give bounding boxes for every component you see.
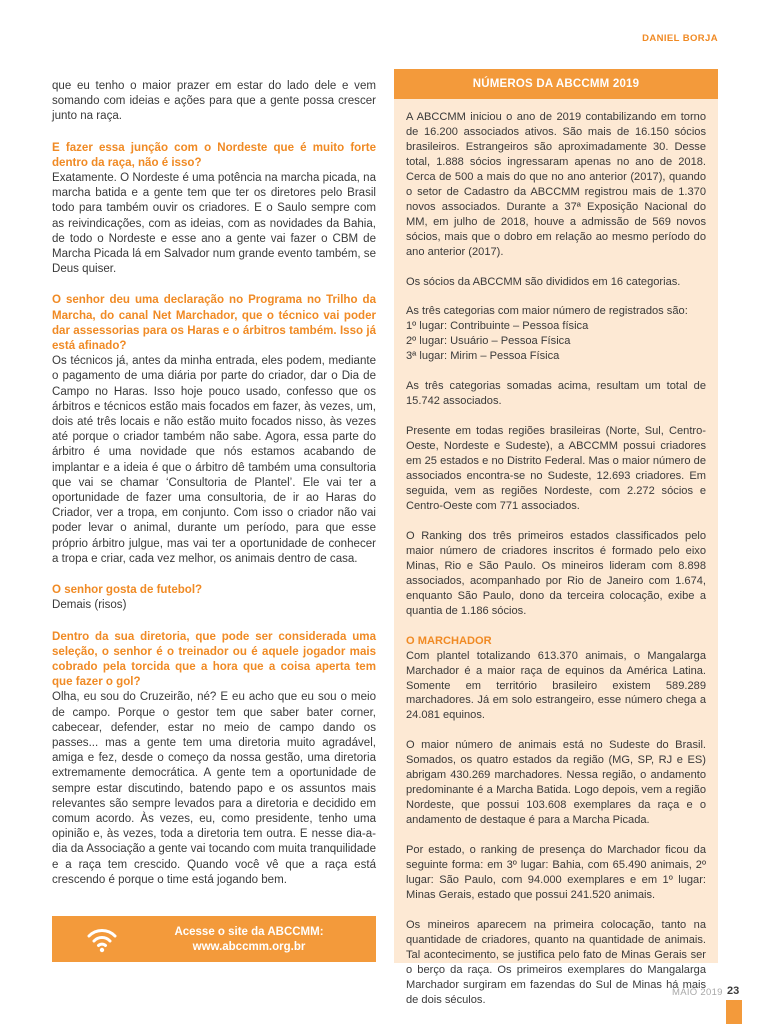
- category-item: 1º lugar: Contribuinte – Pessoa física: [406, 320, 589, 333]
- paragraph: [52, 79, 376, 125]
- question-text: O senhor deu uma declaração no Programa no Trilho da Marcha, do canal Net Marchador, que o técnico vai poder dar assessorias para os Haras e o árbitros também. Isso já está afinado?: [52, 294, 376, 353]
- sidebar-title: NÚMEROS DA ABCCMM 2019: [394, 69, 718, 99]
- qa-block: [52, 583, 376, 613]
- paragraph: Presente em todas regiões brasileiras (Norte, Sul, Centro-Oeste, Nordeste e Sudeste), a ABCCMM possui criadores em 25 estados e no Distrito Federal. Mas o maior número de associados encontra-se no Sudeste, 12.693 criadores. Em seguida, vem as regiões Nordeste, com 2.272 sócios e Centro-Oeste com 771 associados.: [406, 425, 706, 512]
- category-item: 3ª lugar: Mirim – Pessoa Física: [406, 350, 560, 363]
- category-item: 2º lugar: Usuário – Pessoa Física: [406, 335, 571, 348]
- qa-block: [406, 634, 706, 724]
- paragraph: A ABCCMM iniciou o ano de 2019 contabilizando em torno de 16.200 associados ativos. São mais de 16.150 sócios brasileiros. Estrangeiros são aproximadamente 30. Desse total, 1.888 sócios ingressaram apenas no ano de 2018. Cerca de 500 a mais do que no ano anterior (2017), quando o setor de Cadastro da ABCCMM registrou mais de 1.370 novos associados. Durante a 37ª Exposição Nacional do MM, em julho de 2018, houve a admissão de 569 novos sócios, mais que o dobro em relação ao mesmo período do ano anterior (2017).: [406, 111, 706, 258]
- paragraph: Os sócios da ABCCMM são divididos em 16 categorias.: [406, 275, 681, 288]
- page-tab-marker: [726, 1000, 742, 1024]
- website-text: [132, 925, 366, 955]
- answer-text: Olha, eu sou do Cruzeirão, né? E eu acho que eu sou o meio de campo. Porque o gestor tem que saber bater corner, cabecear, defender, estar no meio de campo dando os passes... mas a gente tem uma diretoria muito agradável, amiga e fez, desde o começo da nossa gestão, uma diretoria extremamente democrática. A gente tem a oportunidade de sempre estar discutindo, batendo papo e os assuntos mais relevantes são sempre levados para a diretoria e decidido em comum acordo. Às vezes, eu, como presidente, tenho uma opinião e, às vezes, toda a diretoria tem outra. E nesse dia-a-dia da Associação a gente vai tocando com muita tranquilidade e a raça tem crescido. Quando você vê que a raça está crescendo é porque o time está jogando bem.: [52, 691, 376, 886]
- category-intro: As três categorias com maior número de registrados são:: [406, 305, 688, 318]
- website-banner[interactable]: [52, 916, 376, 962]
- website-url[interactable]: www.abccmm.org.br: [192, 941, 306, 953]
- wifi-icon: [87, 925, 117, 953]
- section-subtitle: O MARCHADOR: [406, 634, 492, 647]
- category-list: [406, 304, 706, 364]
- paragraph: As três categorias somadas acima, resultam um total de 15.742 associados.: [406, 380, 706, 408]
- paragraph: Os mineiros aparecem na primeira colocação, tanto na quantidade de criadores, quanto na quantidade de animais. Tal acontecimento, se justifica pelo fato de Minas Gerais ser o berço da raça. Os primeiros exemplares do Mangalarga Marchador surgiram em fazendas do Sul de Minas há mais de dois séculos.: [406, 918, 706, 1006]
- question-text: O senhor gosta de futebol?: [52, 584, 203, 597]
- issue-date: MAIO 2019: [672, 987, 723, 998]
- paragraph: Com plantel totalizando 613.370 animais, o Mangalarga Marchador é a maior raça de equinos da América Latina. Somente em território brasileiro existem 589.289 marchadores. Já em solo estrangeiro, esse número chega a 24.081 equinos.: [406, 649, 706, 722]
- answer-text: Exatamente. O Nordeste é uma potência na marcha picada, na marcha batida e a gente tem que ter os diretores pelo Brasil todo para também ouvir os criadores. E o Saulo sempre com as reivindicações, com as ideias, com as novidades da Bahia, de todo o Nordeste e esse ano a gente vai fazer o CBM de Marcha Picada lá em Salvador num grande evento também, se Deus quiser.: [52, 172, 376, 276]
- paragraph: O Ranking dos três primeiros estados classificados pelo maior número de criadores inscritos é formado pelo eixo Minas, Rio e São Paulo. Os mineiros lideram com 8.898 associados, acompanhado por Rio de Janeiro com 1.674, enquanto São Paulo, dono da terceira colocação, exibe a quantia de 1.186 sócios.: [406, 529, 706, 617]
- question-text: E fazer essa junção com o Nordeste que é muito forte dentro da raça, não é isso?: [52, 141, 376, 169]
- sidebar-body: [394, 99, 718, 1008]
- qa-block: [52, 141, 376, 278]
- qa-block: [52, 630, 376, 888]
- answer-text: que eu tenho o maior prazer em estar do lado dele e vem somando com ideias e ações para que a gente possa crescer junto na raça.: [52, 80, 376, 123]
- paragraph: O maior número de animais está no Sudeste do Brasil. Somados, os quatro estados da região (MG, SP, RJ e ES) abrigam 430.269 marchadores. Nessa região, o andamento predominante é a Marcha Batida. Logo depois, vem a região Nordeste, que possui 103.608 exemplares da raça e o andamento de destaque é para a Marcha Picada.: [406, 739, 706, 827]
- qa-block: [52, 293, 376, 567]
- page-number: 23: [727, 985, 740, 997]
- website-label: Acesse o site da ABCCMM:: [174, 926, 324, 938]
- question-text: Dentro da sua diretoria, que pode ser considerada uma seleção, o senhor é o treinador ou é aquele jogador mais cobrado pela torcida que a hora que a coisa aperta tem que fazer o gol?: [52, 630, 376, 689]
- interview-column: [52, 79, 376, 904]
- answer-text: Demais (risos): [52, 599, 127, 612]
- paragraph: Por estado, o ranking de presença do Marchador ficou da seguinte forma: em 3º lugar: Bahia, com 65.490 animais, 2º lugar: São Paulo, com 94.000 exemplares e em 1º lugar: Minas Gerais, estado que possui 241.520 animais.: [406, 844, 706, 901]
- answer-text: Os técnicos já, antes da minha entrada, eles podem, mediante o pagamento de uma diária por parte do criador, dar o Dia de Campo no Haras. Isso hoje pouco usado, confesso que os árbitros e técnicos estão mais focados em fazer, às vezes, um, dois até três locais e não estão muito focados nisso, às vezes até porque o criador também não sabe. Agora, essa parte do árbitro é uma novidade que nós estamos acabando de implantar e a ideia é que o árbitro dê também uma consultoria que vai se chamar ‘Consultoria de Plantel’. Ele vai ter a oportunidade de fazer uma consultoria, de ir ao Haras do Criador, ver a tropa, em conjunto. Com isso o criador não vai poder levar o animal, durante um período, para que esse próprio árbitro julgue, mas vai ter a oportunidade de conhecer a tropa e criar, cada vez melhor, os animais dentro de casa.: [52, 355, 376, 565]
- author-name: DANIEL BORJA: [642, 33, 718, 44]
